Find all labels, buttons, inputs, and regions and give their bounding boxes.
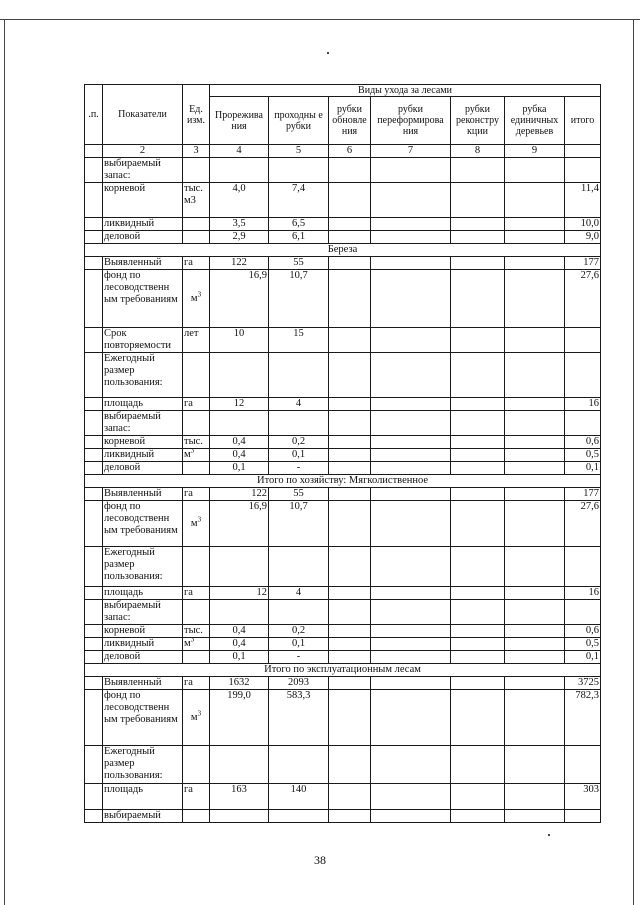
row-label: Выявленный	[103, 677, 183, 690]
row-label: Выявленный	[103, 488, 183, 501]
value-cell: 7,4	[269, 183, 329, 218]
unit-cell: га	[183, 587, 210, 600]
value-cell: 0,1	[269, 449, 329, 462]
row-label: площадь	[103, 587, 183, 600]
row-label: выбираемый запас:	[103, 600, 183, 625]
value-cell: 1632	[210, 677, 269, 690]
row-label: деловой	[103, 231, 183, 244]
row-label: корневой	[103, 183, 183, 218]
row-label: выбираемый запас:	[103, 158, 183, 183]
section-title-birch: Береза	[85, 244, 601, 257]
unit-superscript: 3	[197, 709, 202, 717]
value-cell: 0,1	[269, 638, 329, 651]
row-label: Ежегодный размер пользования:	[103, 547, 183, 587]
header-reform: рубки переформирова ния	[371, 97, 451, 145]
row-label: Ежегодный размер пользования:	[103, 353, 183, 398]
value-cell: 16,9	[210, 501, 269, 547]
total-cell: 16	[565, 587, 601, 600]
total-cell: 27,6	[565, 501, 601, 547]
row-label: фонд по лесоводственн ым требованиям	[103, 501, 183, 547]
row-label: Ежегодный размер пользования:	[103, 746, 183, 784]
unit-superscript: 3	[190, 637, 195, 644]
value-cell: 10,7	[269, 501, 329, 547]
value-cell: 4	[269, 587, 329, 600]
unit-cell: га	[183, 784, 210, 810]
scan-speck	[548, 834, 550, 836]
colnum-2: 2	[103, 145, 183, 158]
value-cell: 4,0	[210, 183, 269, 218]
row-label: деловой	[103, 651, 183, 664]
unit-cell: м	[190, 292, 198, 304]
section-title-softwood: Итого по хозяйству: Мягколиственное	[85, 475, 601, 488]
row-label: площадь	[103, 784, 183, 810]
unit-cell: м	[190, 711, 198, 723]
row-label: площадь	[103, 398, 183, 411]
value-cell: 4	[269, 398, 329, 411]
colnum-7: 7	[371, 145, 451, 158]
unit-cell: га	[183, 257, 210, 270]
header-indicators: Показатели	[103, 85, 183, 145]
scan-frame-right	[633, 19, 634, 905]
total-cell: 782,3	[565, 690, 601, 746]
value-cell: 140	[269, 784, 329, 810]
total-cell: 177	[565, 488, 601, 501]
total-cell: 0,5	[565, 638, 601, 651]
unit-superscript: 3	[197, 290, 202, 298]
colnum-10	[565, 145, 601, 158]
unit-cell: тыс. м3	[183, 183, 210, 218]
total-cell: 10,0	[565, 218, 601, 231]
value-cell: 0,1	[210, 651, 269, 664]
header-passage: проходны е рубки	[269, 97, 329, 145]
value-cell: 0,1	[210, 462, 269, 475]
value-cell: 583,3	[269, 690, 329, 746]
colnum-4: 4	[210, 145, 269, 158]
scan-speck	[327, 52, 329, 54]
value-cell: 0,4	[210, 638, 269, 651]
row-label: фонд по лесоводственн ым требованиям	[103, 270, 183, 328]
unit-cell: м	[190, 517, 198, 529]
total-cell: 303	[565, 784, 601, 810]
header-unit: Ед. изм.	[183, 85, 210, 145]
row-label: корневой	[103, 625, 183, 638]
row-label: ликвидный	[103, 218, 183, 231]
value-cell: 55	[269, 257, 329, 270]
scan-frame-left	[4, 19, 5, 905]
colnum-9: 9	[505, 145, 565, 158]
header-single: рубка единичных деревьев	[505, 97, 565, 145]
unit-superscript: 3	[197, 515, 202, 523]
colnum-1	[85, 145, 103, 158]
header-np: .п.	[85, 85, 103, 145]
total-cell: 16	[565, 398, 601, 411]
row-label: выбираемый запас:	[103, 411, 183, 436]
value-cell: 0,4	[210, 625, 269, 638]
total-cell: 3725	[565, 677, 601, 690]
value-cell: 6,5	[269, 218, 329, 231]
page-number: 38	[314, 853, 326, 867]
unit-cell: м	[184, 638, 191, 649]
forest-care-table	[84, 84, 601, 823]
total-cell: 0,1	[565, 462, 601, 475]
total-cell: 0,6	[565, 625, 601, 638]
value-cell: 55	[269, 488, 329, 501]
value-cell: 0,4	[210, 449, 269, 462]
row-label: деловой	[103, 462, 183, 475]
value-cell: 199,0	[210, 690, 269, 746]
total-cell: 0,1	[565, 651, 601, 664]
colnum-3: 3	[183, 145, 210, 158]
unit-cell: м	[184, 449, 191, 460]
total-cell: 177	[565, 257, 601, 270]
value-cell: 122	[210, 257, 269, 270]
value-cell: 12	[210, 587, 269, 600]
row-label: Выявленный	[103, 257, 183, 270]
header-total: итого	[565, 97, 601, 145]
value-cell: 2093	[269, 677, 329, 690]
row-label: ликвидный	[103, 449, 183, 462]
value-cell: 2,9	[210, 231, 269, 244]
total-cell: 11,4	[565, 183, 601, 218]
value-cell: 16,9	[210, 270, 269, 328]
header-group-title: Виды ухода за лесами	[210, 85, 601, 97]
total-cell: 0,5	[565, 449, 601, 462]
total-cell: 27,6	[565, 270, 601, 328]
value-cell: 15	[269, 328, 329, 353]
unit-cell: га	[183, 488, 210, 501]
header-thinning: Прорежива ния	[210, 97, 269, 145]
value-cell: 122	[210, 488, 269, 501]
row-label: Срок повторяемости	[103, 328, 183, 353]
row-label: корневой	[103, 436, 183, 449]
value-cell: -	[269, 651, 329, 664]
value-cell: 0,2	[269, 625, 329, 638]
value-cell: 10	[210, 328, 269, 353]
value-cell: 3,5	[210, 218, 269, 231]
row-label: выбираемый	[103, 810, 183, 823]
value-cell: 0,2	[269, 436, 329, 449]
value-cell: 163	[210, 784, 269, 810]
value-cell: 0,4	[210, 436, 269, 449]
value-cell: -	[269, 462, 329, 475]
unit-cell: тыс.	[183, 436, 210, 449]
section-title-exploitation: Итого по эксплуатационным лесам	[85, 664, 601, 677]
unit-superscript: 3	[190, 448, 195, 455]
unit-cell: лет	[183, 328, 210, 353]
header-reconstr: рубки реконстру кции	[451, 97, 505, 145]
row-label: фонд по лесоводственн ым требованиям	[103, 690, 183, 746]
colnum-8: 8	[451, 145, 505, 158]
unit-cell: га	[183, 677, 210, 690]
value-cell: 10,7	[269, 270, 329, 328]
unit-cell: га	[183, 398, 210, 411]
colnum-5: 5	[269, 145, 329, 158]
value-cell: 6,1	[269, 231, 329, 244]
header-renewal: рубки обновле ния	[329, 97, 371, 145]
total-cell: 0,6	[565, 436, 601, 449]
colnum-6: 6	[329, 145, 371, 158]
scan-frame-top	[0, 19, 640, 20]
row-label: ликвидный	[103, 638, 183, 651]
value-cell: 12	[210, 398, 269, 411]
unit-cell: тыс.	[183, 625, 210, 638]
total-cell: 9,0	[565, 231, 601, 244]
